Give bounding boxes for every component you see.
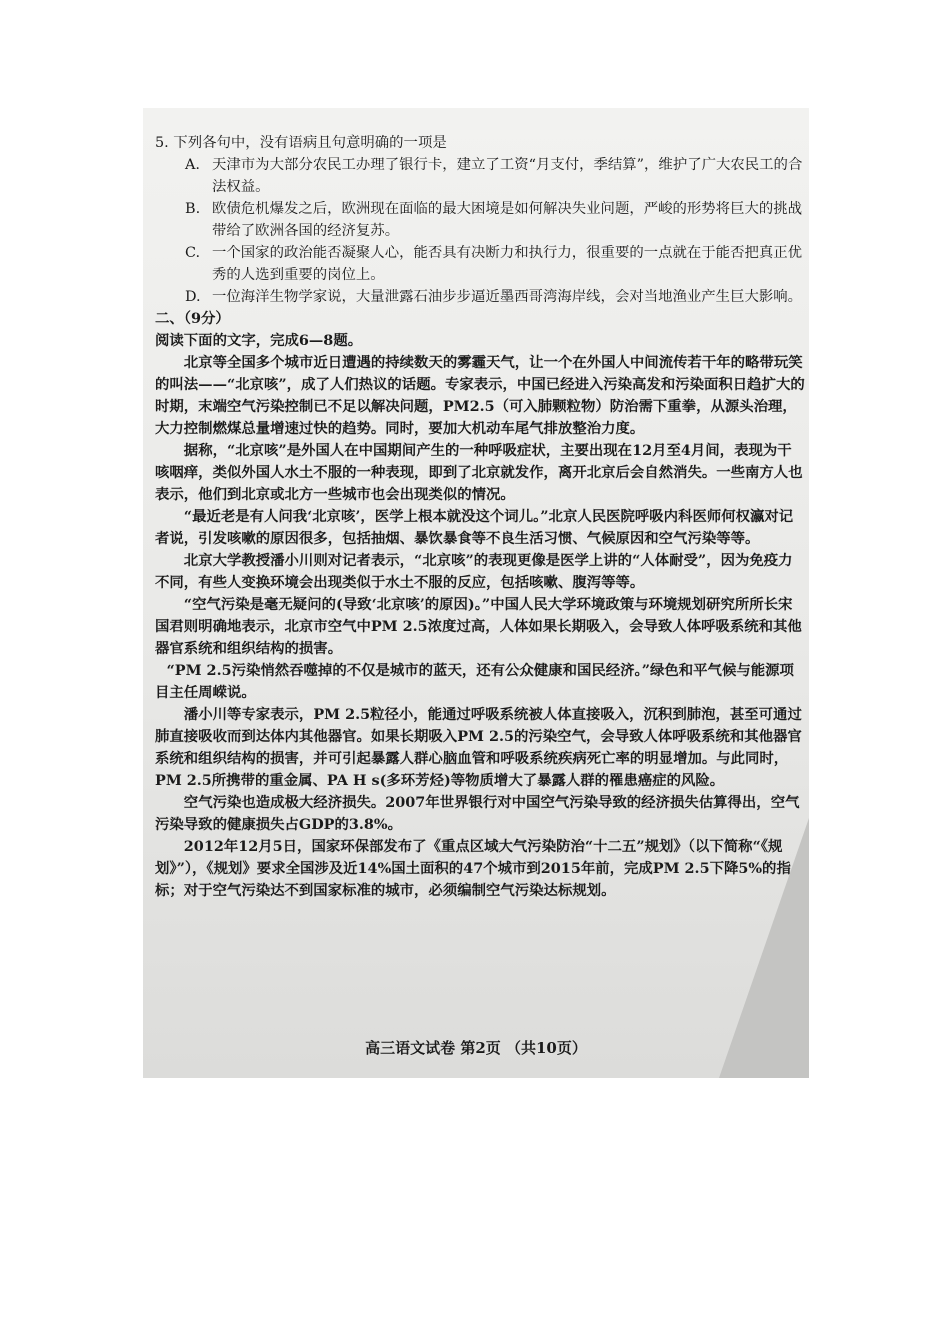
option-text: 天津市为大部分农民工办理了银行卡，建立了工资“月支付，季结算”，维护了广大农民工的合法权益。 [212, 157, 803, 195]
option-d [155, 286, 805, 308]
question-5-stem: 5. 下列各句中，没有语病且句意明确的一项是 [155, 135, 447, 151]
scanned-page [143, 108, 809, 1078]
passage-paragraph: 北京大学教授潘小川则对记者表示，“北京咳”的表现更像是医学上讲的“人体耐受”，因为免疫力不同，有些人变换环境会出现类似于水土不服的反应，包括咳嗽、腹泻等等。 [155, 552, 793, 591]
passage-paragraph: 2012年12月5日，国家环保部发布了《重点区域大气污染防治“十二五”规划》（以下简称“《规划》”），《规划》要求全国涉及近14%国土面积的47个城市到2015年前，完成PM 2.5下降5%的指标；对于空气污染达不到国家标准的城市，必须编制空气污染达标规划。 [155, 838, 791, 899]
option-text: 一位海洋生物学家说，大量泄露石油步步逼近墨西哥湾海岸线，会对当地渔业产生巨大影响。 [212, 289, 803, 305]
passage-paragraph: 潘小川等专家表示，PM 2.5粒径小，能通过呼吸系统被人体直接吸入，沉积到肺泡，甚至可通过肺直接吸收而到达体内其他器官。如果长期吸入PM 2.5的污染空气，会导致人体呼吸系统和其他器官系统和组织结构的损害，并可引起暴露人群心脑血管和呼吸系统疾病死亡率的明显增加。与此同时，PM 2.5所携带的重金属、PA H s(多环芳烃)等物质增大了暴露人群的罹患癌症的风险。 [155, 706, 802, 789]
page-footer: 高三语文试卷 第2页 （共10页） [365, 1039, 587, 1057]
section-heading: 二、（9分） [155, 310, 230, 327]
option-a [155, 154, 805, 198]
option-label: D. [185, 289, 201, 305]
option-label: C. [185, 245, 201, 261]
option-c [155, 242, 805, 286]
option-label: B. [185, 201, 201, 217]
section-intro: 阅读下面的文字，完成6—8题。 [155, 332, 363, 349]
option-b [155, 198, 805, 242]
option-text: 一个国家的政治能否凝聚人心，能否具有决断力和执行力，很重要的一点就在于能否把真正优秀的人选到重要的岗位上。 [212, 245, 803, 283]
passage-paragraph: 据称，“北京咳”是外国人在中国期间产生的一种呼吸症状，主要出现在12月至4月间，表现为干咳咽痒，类似外国人水土不服的一种表现，即到了北京就发作，离开北京后会自然消失。一些南方人也表示，他们到北京或北方一些城市也会出现类似的情况。 [155, 442, 803, 503]
page-content [155, 132, 805, 902]
option-label: A. [185, 157, 200, 173]
passage-paragraph: “空气污染是毫无疑问的(导致‘北京咳’的原因)。”中国人民大学环境政策与环境规划研究所所长宋国君则明确地表示，北京市空气中PM 2.5浓度过高，人体如果长期吸入，会导致人体呼吸系统和其他器官系统和组织结构的损害。 [155, 596, 802, 657]
passage-paragraph: “PM 2.5污染悄然吞噬掉的不仅是城市的蓝天，还有公众健康和国民经济。”绿色和平气候与能源项目主任周嵘说。 [155, 662, 794, 701]
passage-paragraph: 空气污染也造成极大经济损失。2007年世界银行对中国空气污染导致的经济损失估算得出，空气污染导致的健康损失占GDP的3.8%。 [155, 794, 800, 833]
option-text: 欧债危机爆发之后，欧洲现在面临的最大困境是如何解决失业问题，严峻的形势将巨大的挑战带给了欧洲各国的经济复苏。 [212, 201, 803, 239]
passage-paragraph: “最近老是有人问我‘北京咳’，医学上根本就没这个词儿。”北京人民医院呼吸内科医师何权瀛对记者说，引发咳嗽的原因很多，包括抽烟、暴饮暴食等不良生活习惯、气候原因和空气污染等等。 [155, 508, 794, 547]
passage-paragraph: 北京等全国多个城市近日遭遇的持续数天的雾霾天气，让一个在外国人中间流传若干年的略带玩笑的叫法——“北京咳”，成了人们热议的话题。专家表示，中国已经进入污染高发和污染面积日趋扩大的时期，末端空气污染控制已不足以解决问题，PM2.5（可入肺颗粒物）防治需下重拳，从源头治理，大力控制燃煤总量增速过快的趋势。同时，要加大机动车尾气排放整治力度。 [155, 354, 805, 437]
